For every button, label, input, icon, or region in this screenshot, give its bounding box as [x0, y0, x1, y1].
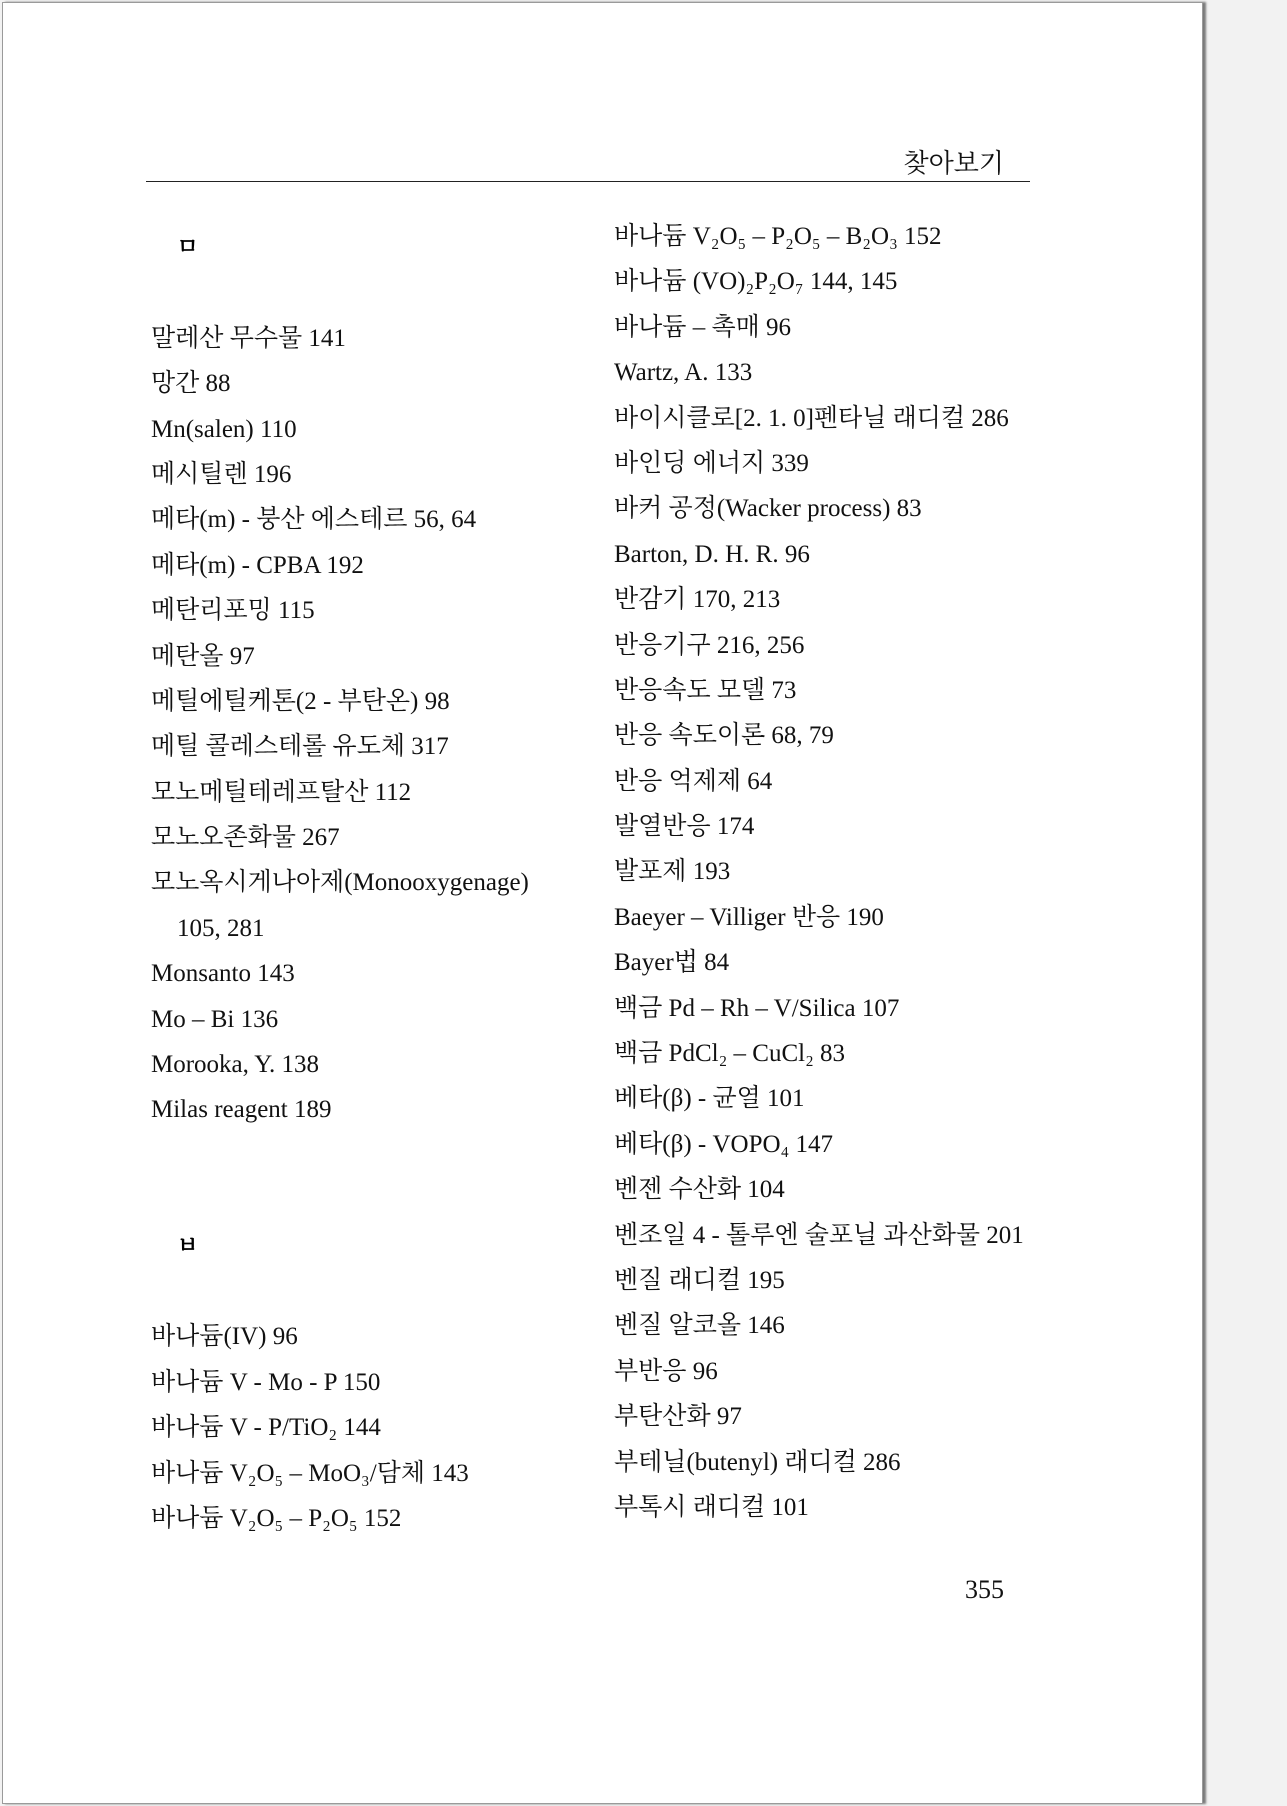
index-entry: 바나듐(IV) 96 [151, 1323, 298, 1351]
index-entry: Morooka, Y. 138 [151, 1051, 320, 1079]
index-entry: 발열반응 174 [614, 813, 755, 841]
running-header [146, 137, 1030, 182]
section-heading-mieum: ㅁ [177, 235, 199, 260]
index-entry: 부테닐(butenyl) 래디컬 286 [614, 1448, 901, 1476]
index-entry: 모노메틸테레프탈산 112 [151, 778, 412, 806]
index-entry: 벤조일 4 - 톨루엔 술포닐 과산화물 201 [614, 1221, 1024, 1249]
index-entry: 바나듐 V - P/TiO₂ 144 [151, 1414, 381, 1442]
index-entry: Barton, D. H. R. 96 [614, 540, 810, 568]
page-number: 355 [965, 1575, 1004, 1604]
index-entry: 메탄리포밍 115 [151, 597, 315, 625]
index-entry: 바커 공정(Wacker process) 83 [614, 495, 922, 523]
index-entry: 바나듐 V₂O₅ – MoO₃/담체 143 [151, 1459, 469, 1487]
index-entry: 메시틸렌 196 [151, 460, 292, 488]
index-entry: 말레산 무수물 141 [151, 324, 346, 352]
index-entry: 메틸 콜레스테롤 유도체 317 [151, 733, 449, 761]
index-entry: Milas reagent 189 [151, 1096, 332, 1124]
index-entry-continuation: 105, 281 [177, 914, 265, 942]
header-title: 찾아보기 [903, 149, 1004, 179]
index-entry: 모노옥시게나아제(Monooxygenage) [151, 869, 529, 897]
index-entry: 바나듐 V₂O₅ – P₂O₅ – B₂O₃ 152 [614, 223, 942, 250]
index-entry: Mo – Bi 136 [151, 1005, 279, 1033]
index-entry: 바나듐 V₂O₅ – P₂O₅ 152 [151, 1504, 402, 1532]
index-entry: 바이시클로[2. 1. 0]펜타닐 래디컬 286 [614, 404, 1009, 432]
index-entry: 베타(β) - VOPO₄ 147 [614, 1130, 834, 1158]
index-entry: 메탄올 97 [151, 642, 255, 670]
index-entry: 부반응 96 [614, 1357, 718, 1385]
index-entry: Bayer법 84 [614, 949, 730, 977]
index-column-left [151, 225, 581, 1541]
index-entry: 망간 88 [151, 370, 231, 398]
index-entry: 메타(m) - CPBA 192 [151, 551, 364, 579]
index-entry: 백금 PdCl₂ – CuCl₂ 83 [614, 1040, 846, 1068]
index-entry: 반감기 170, 213 [614, 586, 781, 614]
index-entry: Wartz, A. 133 [614, 359, 753, 387]
index-entry: 메타(m) - 붕산 에스테르 56, 64 [151, 506, 477, 534]
index-column-right [614, 214, 1054, 1530]
index-entry: 메틸에틸케톤(2 - 부탄온) 98 [151, 687, 450, 715]
index-entry: 반응기구 216, 256 [614, 631, 805, 659]
index-entry: Monsanto 143 [151, 960, 295, 988]
index-entry: 바인딩 에너지 339 [614, 449, 809, 477]
index-entry: 백금 Pd – Rh – V/Silica 107 [614, 994, 900, 1022]
index-entry: 부탄산화 97 [614, 1403, 742, 1431]
index-entry: 모노오존화물 267 [151, 824, 340, 852]
index-entry: 바나듐 (VO)₂P₂O₇ 144, 145 [614, 268, 898, 296]
index-entry: 벤젠 수산화 104 [614, 1176, 785, 1204]
index-entry: 반응속도 모델 73 [614, 676, 797, 704]
index-entry: 반응 억제제 64 [614, 767, 773, 795]
index-entry: 베타(β) - 균열 101 [614, 1085, 805, 1113]
index-entry: 벤질 알코올 146 [614, 1312, 785, 1340]
index-entry: 반응 속도이론 68, 79 [614, 722, 834, 750]
document-page [2, 2, 1203, 1804]
index-entry: Baeyer – Villiger 반응 190 [614, 903, 884, 931]
section-heading-bieup: ㅂ [177, 1233, 199, 1259]
index-entry: 발포제 193 [614, 858, 731, 886]
index-entry: 부톡시 래디컬 101 [614, 1493, 809, 1521]
index-entry: 바나듐 – 촉매 96 [614, 313, 792, 341]
index-entry: Mn(salen) 110 [151, 415, 297, 443]
index-entry: 벤질 래디컬 195 [614, 1266, 785, 1294]
index-entry: 바나듐 V - Mo - P 150 [151, 1368, 381, 1396]
